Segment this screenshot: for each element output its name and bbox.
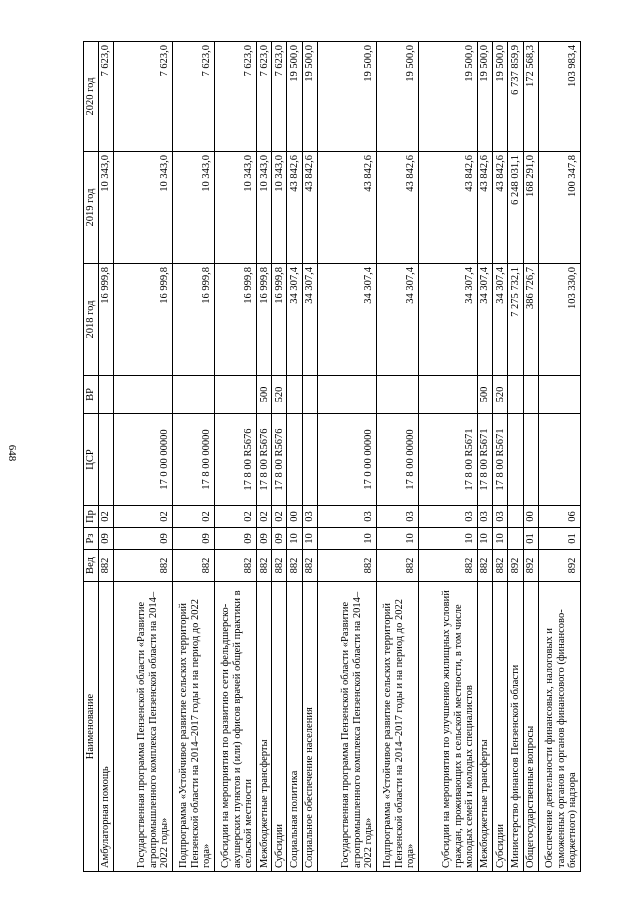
table-cell: 7 623,0 [272,42,287,152]
table-cell: 19 500,0 [477,42,492,152]
table-cell: 7 623,0 [98,42,113,152]
table-cell [523,414,538,506]
table-cell: 882 [376,550,418,582]
table-cell: 17 0 00 00000 [317,414,376,506]
table-cell [508,506,523,528]
table-header-row [84,42,99,872]
budget-table [83,41,581,872]
table-cell: 19 500,0 [492,42,507,152]
table-cell: 10 [287,528,302,550]
table-cell: 17 8 00 R5671 [492,414,507,506]
column-header: Вед [84,550,99,582]
table-cell: 16 999,8 [98,264,113,376]
table-cell: 6 248 031,1 [508,152,523,264]
table-cell: 03 [302,506,317,528]
table-cell: 02 [113,506,172,528]
table-cell [538,414,580,506]
table-cell: 10 [317,528,376,550]
column-header: Рз [84,528,99,550]
column-header: Пр [84,506,99,528]
table-row [317,42,376,872]
table-cell: 10 343,0 [214,152,256,264]
table-cell: 17 8 00 R5671 [477,414,492,506]
table-cell: 16 999,8 [172,264,214,376]
table-cell: 10 [418,528,477,550]
table-cell: 892 [523,550,538,582]
table-row [477,42,492,872]
table-cell: 103 330,0 [538,264,580,376]
table-cell: 10 [302,528,317,550]
row-name-cell: Подпрограмма «Устойчивое развитие сельских территорий Пензенской области на 2014–2017 годы и на период до 2022 года» [172,582,214,872]
row-name-cell: Обеспечение деятельности финансовых, налоговых и таможенных органов и органов финансового (финансово-бюджетного) надзора [538,582,580,872]
table-cell: 00 [523,506,538,528]
table-cell: 19 500,0 [418,42,477,152]
table-cell: 03 [492,506,507,528]
column-header: 2019 год [84,152,99,264]
table-cell [113,376,172,414]
table-cell: 882 [317,550,376,582]
table-cell: 01 [538,528,580,550]
row-name-cell: Социальное обеспечение населения [302,582,317,872]
table-cell: 16 999,8 [214,264,256,376]
table-cell [508,528,523,550]
table-cell: 10 343,0 [256,152,271,264]
table-cell: 520 [492,376,507,414]
row-name-cell: Субсидии [492,582,507,872]
table-cell [172,376,214,414]
table-cell: 09 [272,528,287,550]
table-cell: 09 [214,528,256,550]
table-body [98,42,580,872]
table-cell: 17 8 00 00000 [376,414,418,506]
table-cell [376,376,418,414]
table-cell: 00 [287,506,302,528]
table-cell: 34 307,4 [492,264,507,376]
table-cell: 882 [492,550,507,582]
table-cell: 43 842,6 [492,152,507,264]
row-name-cell: Общегосударственные вопросы [523,582,538,872]
table-row [508,42,523,872]
table-cell: 17 8 00 R5671 [418,414,477,506]
table-cell: 17 8 00 R5676 [256,414,271,506]
table-cell: 172 568,3 [523,42,538,152]
table-cell: 02 [214,506,256,528]
table-cell [98,414,113,506]
table-cell [418,376,477,414]
table-cell: 02 [98,506,113,528]
table-row [492,42,507,872]
table-cell: 02 [172,506,214,528]
table-cell: 500 [477,376,492,414]
table-cell: 34 307,4 [477,264,492,376]
table-cell: 10 [492,528,507,550]
table-cell [287,414,302,506]
table-cell: 19 500,0 [317,42,376,152]
table-cell: 882 [113,550,172,582]
table-cell: 43 842,6 [418,152,477,264]
table-cell [508,376,523,414]
table-cell: 10 343,0 [172,152,214,264]
table-cell [302,414,317,506]
table-cell: 02 [272,506,287,528]
table-cell: 882 [302,550,317,582]
table-cell: 03 [418,506,477,528]
table-cell: 882 [477,550,492,582]
table-cell [523,376,538,414]
table-cell: 10 343,0 [113,152,172,264]
table-cell: 06 [538,506,580,528]
row-name-cell: Субсидии на мероприятия по развитию сети фельдшерско-акушерских пунктов и (или) офисов врачей общей практики в сельской местности [214,582,256,872]
table-cell: 16 999,8 [256,264,271,376]
table-row [287,42,302,872]
row-name-cell: Субсидии [272,582,287,872]
column-header: Наименование [84,582,99,872]
table-cell: 500 [256,376,271,414]
table-cell: 43 842,6 [287,152,302,264]
table-row [214,42,256,872]
budget-table-rotated [83,42,581,872]
table-cell: 892 [538,550,580,582]
table-cell: 34 307,4 [302,264,317,376]
table-cell: 7 275 732,1 [508,264,523,376]
table-cell: 09 [172,528,214,550]
table-cell: 19 500,0 [376,42,418,152]
table-cell: 17 8 00 R5676 [214,414,256,506]
table-cell: 6 737 859,9 [508,42,523,152]
table-cell [538,376,580,414]
table-row [272,42,287,872]
table-cell [214,376,256,414]
column-header: 2020 год [84,42,99,152]
row-name-cell: Министерство финансов Пензенской области [508,582,523,872]
row-name-cell: Подпрограмма «Устойчивое развитие сельских территорий Пензенской области на 2014–2017 годы и на период до 2022 года» [376,582,418,872]
page-number [0,0,24,905]
table-cell: 10 [477,528,492,550]
row-name-cell: Межбюджетные трансферты [256,582,271,872]
table-cell: 882 [418,550,477,582]
table-cell: 7 623,0 [113,42,172,152]
column-header: ЦСР [84,414,99,506]
table-cell: 100 347,8 [538,152,580,264]
table-cell: 03 [317,506,376,528]
table-row [418,42,477,872]
table-row [302,42,317,872]
table-cell: 09 [113,528,172,550]
table-cell: 03 [477,506,492,528]
column-header: 2018 год [84,264,99,376]
table-cell: 882 [214,550,256,582]
table-cell: 16 999,8 [113,264,172,376]
table-cell [287,376,302,414]
table-cell: 882 [272,550,287,582]
table-cell: 02 [256,506,271,528]
table-row [98,42,113,872]
table-cell: 520 [272,376,287,414]
table-cell: 34 307,4 [287,264,302,376]
table-cell: 7 623,0 [214,42,256,152]
table-cell: 43 842,6 [477,152,492,264]
table-cell: 01 [523,528,538,550]
table-cell: 19 500,0 [287,42,302,152]
table-cell: 43 842,6 [376,152,418,264]
table-cell: 882 [98,550,113,582]
table-cell: 09 [256,528,271,550]
table-cell: 10 343,0 [272,152,287,264]
table-cell: 882 [172,550,214,582]
table-cell: 10 [376,528,418,550]
table-cell: 168 291,0 [523,152,538,264]
table-cell [317,376,376,414]
table-row [538,42,580,872]
table-row [523,42,538,872]
table-cell [98,376,113,414]
table-cell: 17 8 00 R5676 [272,414,287,506]
row-name-cell: Государственная программа Пензенской области «Развитие агропромышленного комплекса Пензенской области на 2014–2022 годы» [113,582,172,872]
row-name-cell: Субсидии на мероприятия по улучшению жилищных условий граждан, проживающих в сельской местности, в том числе молодых семей и молодых специалистов [418,582,477,872]
table-cell: 43 842,6 [302,152,317,264]
table-cell: 10 343,0 [98,152,113,264]
table-cell: 386 726,7 [523,264,538,376]
table-cell: 7 623,0 [172,42,214,152]
table-row [172,42,214,872]
column-header: ВР [84,376,99,414]
table-cell: 09 [98,528,113,550]
table-cell: 7 623,0 [256,42,271,152]
table-cell: 43 842,6 [317,152,376,264]
row-name-cell: Государственная программа Пензенской области «Развитие агропромышленного комплекса Пензенской области на 2014–2022 годы» [317,582,376,872]
table-cell: 882 [287,550,302,582]
page-number-text: 648 [6,444,18,461]
table-cell [508,414,523,506]
table-cell: 17 8 00 00000 [172,414,214,506]
table-cell: 19 500,0 [302,42,317,152]
table-cell: 882 [256,550,271,582]
row-name-cell: Амбулаторная помощь [98,582,113,872]
table-cell: 34 307,4 [418,264,477,376]
table-cell: 34 307,4 [317,264,376,376]
table-cell [302,376,317,414]
table-row [113,42,172,872]
table-row [256,42,271,872]
table-cell: 103 983,4 [538,42,580,152]
table-cell: 16 999,8 [272,264,287,376]
table-cell: 17 0 00 00000 [113,414,172,506]
table-row [376,42,418,872]
table-cell: 892 [508,550,523,582]
row-name-cell: Социальная политика [287,582,302,872]
row-name-cell: Межбюджетные трансферты [477,582,492,872]
table-cell: 34 307,4 [376,264,418,376]
table-cell: 03 [376,506,418,528]
